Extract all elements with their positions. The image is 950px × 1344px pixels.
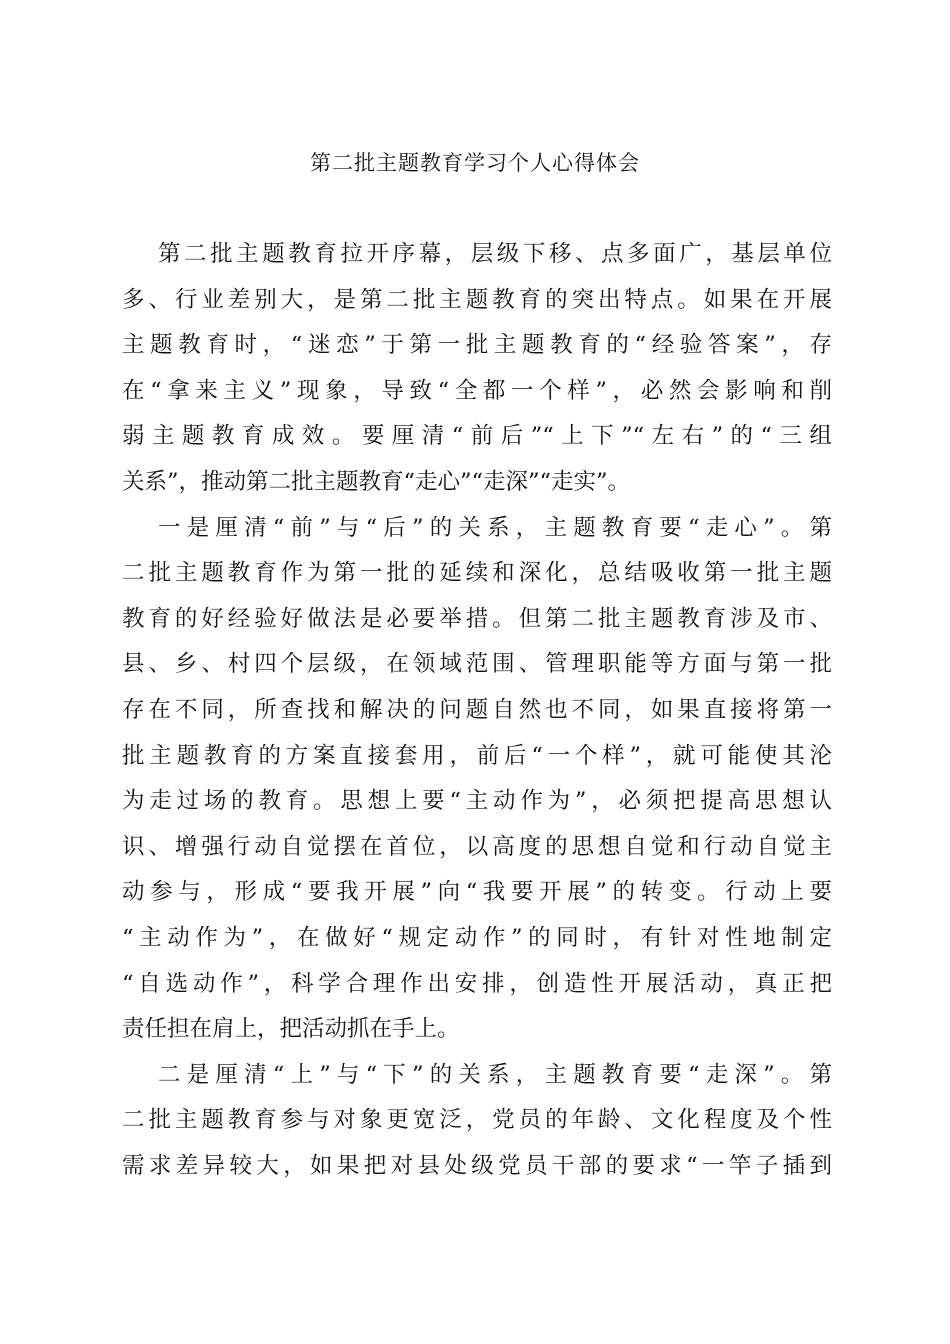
text-line: 一是厘清“前”与“后”的关系，主题教育要“走心”。第 [158, 514, 832, 541]
text-line: 第二批主题教育拉开序幕，层级下移、点多面广，基层单位 [158, 241, 832, 267]
text-line: 批主题教育的方案直接套用，前后“一个样”，就可能使其沦 [122, 742, 832, 769]
document-body [122, 232, 832, 1189]
text-line: 主题教育时，“迷恋”于第一批主题教育的“经验答案”，存 [122, 332, 832, 359]
text-line: 多、行业差别大，是第二批主题教育的突出特点。如果在开展 [122, 286, 832, 313]
document-title: 第二批主题教育学习个人心得体会 [310, 151, 640, 175]
paragraph [122, 506, 832, 1053]
paragraph [122, 1053, 832, 1190]
text-line: 存在不同，所查找和解决的问题自然也不同，如果直接将第一 [122, 696, 832, 723]
text-line: 动参与，形成“要我开展”向“我要开展”的转变。行动上要 [122, 879, 832, 906]
text-line: 教育的好经验好做法是必要举措。但第二批主题教育涉及市、 [122, 605, 832, 632]
text-line: “自选动作”，科学合理作出安排，创造性开展活动，真正把 [122, 970, 832, 997]
text-line: 二是厘清“上”与“下”的关系，主题教育要“走深”。第 [158, 1061, 832, 1088]
text-line: 责任担在肩上，把活动抓在手上。 [122, 1016, 460, 1043]
text-line: 二批主题教育作为第一批的延续和深化，总结吸收第一批主题 [122, 560, 832, 587]
text-line: 需求差异较大，如果把对县处级党员干部的要求“一竿子插到 [122, 1152, 832, 1179]
text-line: “主动作为”，在做好“规定动作”的同时，有针对性地制定 [122, 924, 832, 951]
text-line: 二批主题教育参与对象更宽泛，党员的年龄、文化程度及个性 [122, 1107, 832, 1134]
text-line: 弱主题教育成效。要厘清“前后”“上下”“左右”的“三组 [122, 423, 832, 450]
text-line: 在“拿来主义”现象，导致“全都一个样”，必然会影响和削 [122, 377, 832, 404]
text-line: 关系”，推动第二批主题教育“走心”“走深”“走实”。 [122, 468, 631, 495]
paragraph [122, 232, 832, 506]
text-line: 识、增强行动自觉摆在首位，以高度的思想自觉和行动自觉主 [122, 833, 832, 860]
text-line: 县、乡、村四个层级，在领域范围、管理职能等方面与第一批 [122, 651, 832, 678]
text-line: 为走过场的教育。思想上要“主动作为”，必须把提高思想认 [122, 788, 832, 815]
